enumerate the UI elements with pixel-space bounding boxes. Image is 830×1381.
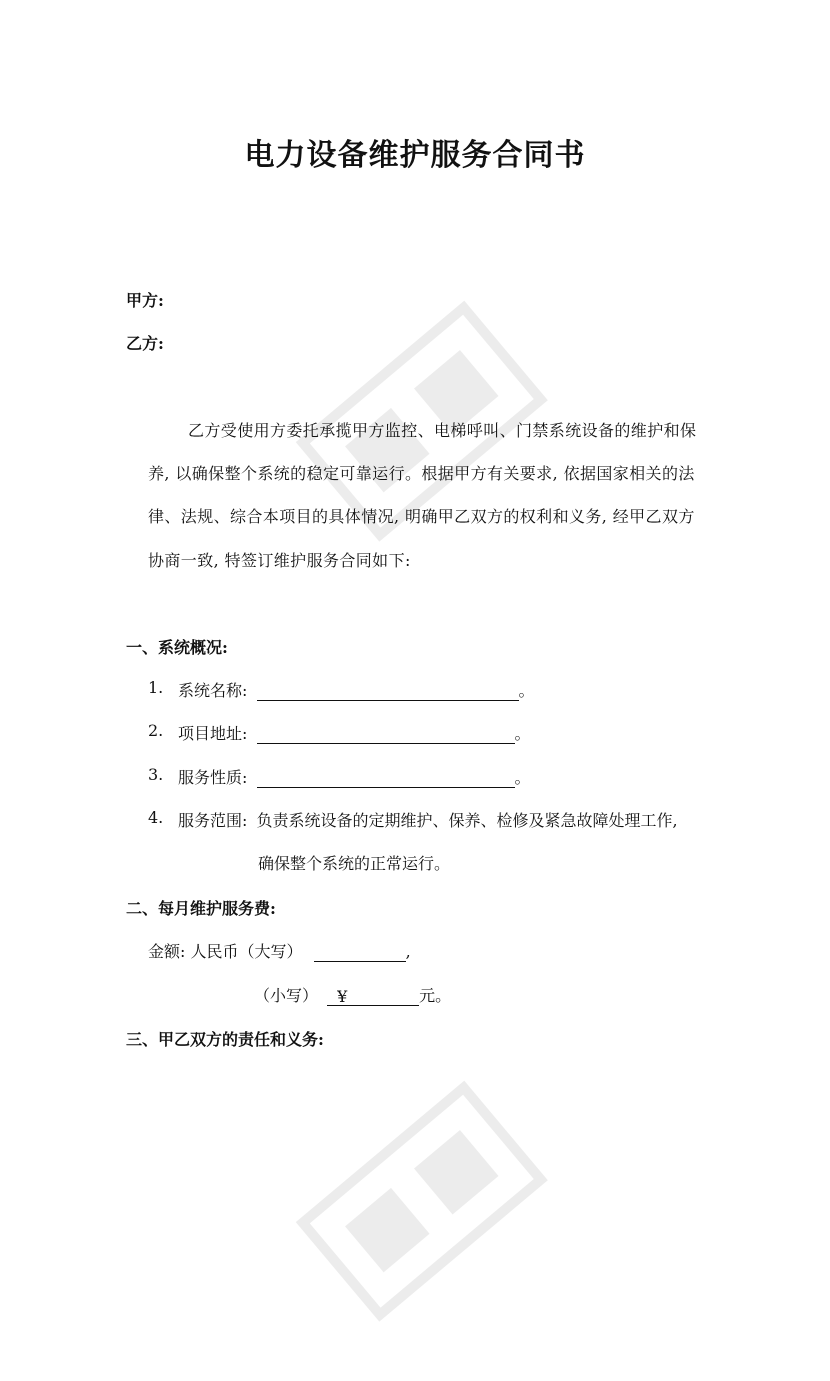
item-label: 服务性质: [178, 768, 248, 787]
item-end: 。 [514, 724, 531, 743]
section-2-heading: 二、每月维护服务费: [126, 899, 276, 918]
amount-comma: , [405, 942, 411, 961]
item-label: 服务范围: [178, 811, 248, 830]
watermark-icon [249, 1029, 601, 1381]
amount-lowercase-field[interactable] [327, 987, 419, 1006]
intro-line-2: 养, 以确保整个系统的稳定可靠运行。根据甲方有关要求, 依据国家相关的法 [148, 464, 695, 483]
yen-symbol: ¥ [337, 987, 348, 1006]
item-number: 4. [148, 808, 164, 827]
amount-row [148, 939, 411, 962]
small-label: （小写） [254, 986, 319, 1005]
project-address-field[interactable] [257, 725, 515, 744]
item-label: 项目地址: [178, 724, 248, 743]
intro-line-3: 律、法规、综合本项目的具体情况, 明确甲乙双方的权利和义务, 经甲乙双方 [148, 507, 695, 526]
system-name-field[interactable] [257, 682, 519, 701]
service-nature-field[interactable] [257, 769, 515, 788]
intro-line-4: 协商一致, 特签订维护服务合同如下: [148, 551, 411, 570]
item-end: 。 [518, 681, 535, 700]
item-number: 1. [148, 678, 164, 697]
list-item [178, 808, 678, 831]
intro-line-1: 乙方受使用方委托承揽甲方监控、电梯呼叫、门禁系统设备的维护和保 [188, 421, 697, 440]
list-item [178, 721, 531, 744]
list-item [178, 765, 531, 788]
item-end: 。 [514, 768, 531, 787]
list-item [178, 678, 535, 701]
item-label: 系统名称: [178, 681, 248, 700]
item-number: 3. [148, 765, 164, 784]
document-title: 电力设备维护服务合同书 [244, 138, 586, 173]
party-a-label: 甲方: [126, 291, 164, 310]
service-scope-text: 负责系统设备的定期维护、保养、检修及紧急故障处理工作, [256, 811, 678, 830]
section-1-heading: 一、系统概况: [126, 638, 228, 657]
service-scope-text-cont: 确保整个系统的正常运行。 [258, 854, 451, 873]
section-3-heading: 三、甲乙双方的责任和义务: [126, 1030, 324, 1049]
amount-uppercase-field[interactable] [314, 943, 406, 962]
amount-label: 金额: 人民币（大写） [148, 942, 303, 961]
party-b-label: 乙方: [126, 334, 164, 353]
item-number: 2. [148, 721, 164, 740]
amount-unit: 元。 [419, 986, 452, 1005]
amount-small-row [254, 983, 451, 1006]
